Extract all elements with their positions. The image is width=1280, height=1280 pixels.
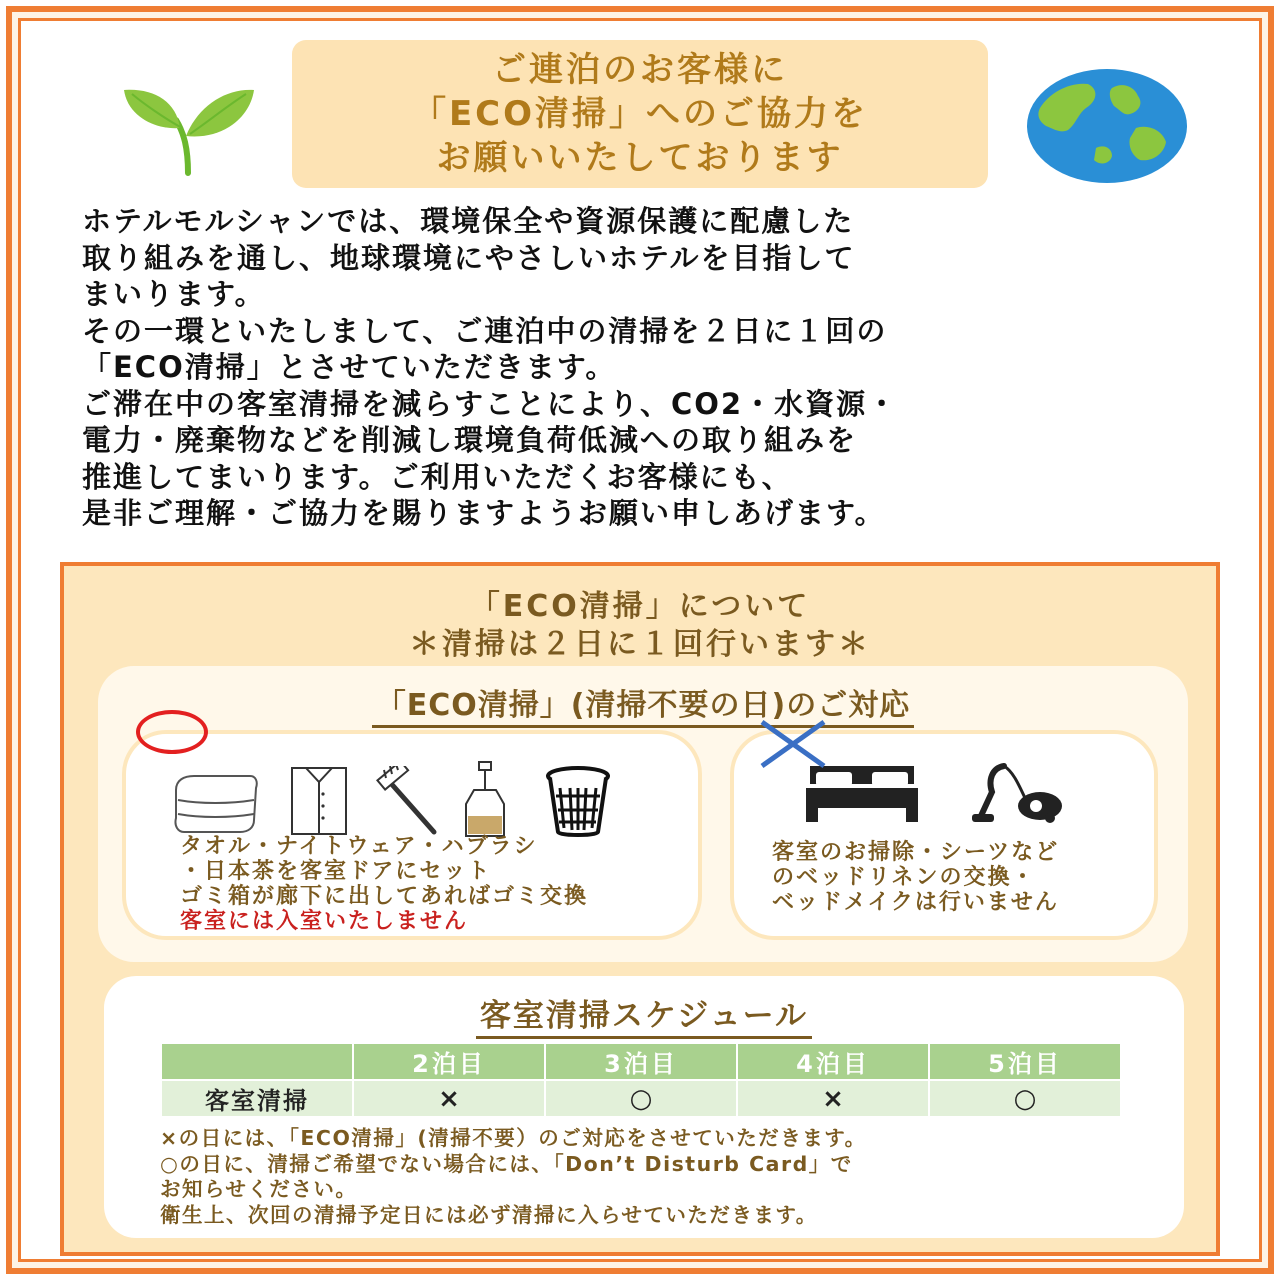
globe-icon [1026,68,1188,184]
intro-line: 推進してまいります。ご利用いただくお客様にも、 [82,459,793,494]
provided-line: タオル・ナイトウェア・ハブラシ [180,834,538,859]
table-row [161,1080,1121,1117]
schedule-table [160,1042,1122,1118]
response-heading [98,680,1188,724]
schedule-notes [160,1126,867,1228]
response-heading-text: 「ECO清掃」(清掃不要の日)のご対応 [372,688,914,728]
eco-cleaning-section [60,562,1220,1256]
eco-title-line-1: 「ECO清掃」について [469,589,811,624]
schedule-column-header: 3泊目 [545,1043,737,1080]
schedule-heading [104,990,1184,1035]
vacuum-cleaner-icon [970,760,1066,828]
note-line: ×の日には、「ECO清掃」(清掃不要）のご対応をさせていただきます。 [160,1126,867,1150]
toothbrush-icon [374,766,440,836]
eco-response-panel [98,666,1188,962]
schedule-cell: × [737,1080,929,1117]
schedule-heading-text: 客室清掃スケジュール [476,998,812,1039]
intro-line: ホテルモルシャンでは、環境保全や資源保護に配慮した [82,204,855,238]
intro-line: まいります。 [82,277,266,311]
tea-bag-icon [462,760,508,840]
intro-text [82,203,1212,532]
intro-line: 電力・廃棄物などを削減し環境負荷低減への取り組みを [82,423,858,457]
intro-line: 是非ご理解・ご協力を賜りますようお願い申しあげます。 [82,496,886,530]
header-line-1: ご連泊のお客様に [492,50,788,90]
provided-services-card [122,730,702,940]
eco-title-line-2: ＊清掃は２日に１回行います＊ [409,627,871,662]
schedule-cell: × [353,1080,545,1117]
not-provided-line: 客室のお掃除・シーツなど [772,840,1060,865]
leaf-icon [118,78,258,178]
schedule-cell: ○ [545,1080,737,1117]
note-line: ○の日に、清掃ご希望でない場合には、「Don’t Disturb Card」で [160,1151,853,1176]
schedule-header-row [161,1043,1121,1080]
schedule-column-header: 2泊目 [353,1043,545,1080]
header-line-3: お願いいたしております [436,138,844,178]
schedule-column-header: 5泊目 [929,1043,1121,1080]
intro-line: その一環といたしまして、ご連泊中の清掃を２日に１回の [82,313,888,348]
bed-icon [802,762,922,826]
note-line: 衛生上、次回の清掃予定日には必ず清掃に入らせていただきます。 [160,1202,818,1227]
header-banner [292,40,988,188]
no-entry-warning: 客室には入室いたしません [180,909,469,934]
nightwear-icon [288,764,350,838]
schedule-cell: ○ [929,1080,1121,1117]
not-provided-line: のベッドリネンの交換・ [772,865,1036,890]
header-line-2: 「ECO清掃」へのご協力を [411,94,869,134]
intro-line: 「ECO清掃」とさせていただきます。 [82,350,617,384]
intro-line: ご滞在中の客室清掃を減らすことにより、CO2・水資源・ [82,386,899,421]
not-provided-services-text [772,840,1059,915]
towel-icon [170,770,262,836]
trash-bin-icon [544,766,612,838]
provided-line: ・日本茶を客室ドアにセット [180,859,492,884]
provided-line: ゴミ箱が廊下に出してあればゴミ交換 [180,884,589,909]
provided-services-text [180,834,588,934]
schedule-corner-cell [161,1043,353,1080]
cross-mark-icon [758,718,828,770]
schedule-column-header: 4泊目 [737,1043,929,1080]
not-provided-line: ベッドメイクは行いません [772,890,1059,915]
circle-mark-icon [136,710,208,754]
schedule-row-label: 客室清掃 [161,1080,353,1117]
schedule-panel [104,976,1184,1238]
note-line: お知らせください。 [160,1177,358,1201]
eco-section-title [64,588,1216,664]
intro-line: 取り組みを通し、地球環境にやさしいホテルを目指して [82,240,856,275]
